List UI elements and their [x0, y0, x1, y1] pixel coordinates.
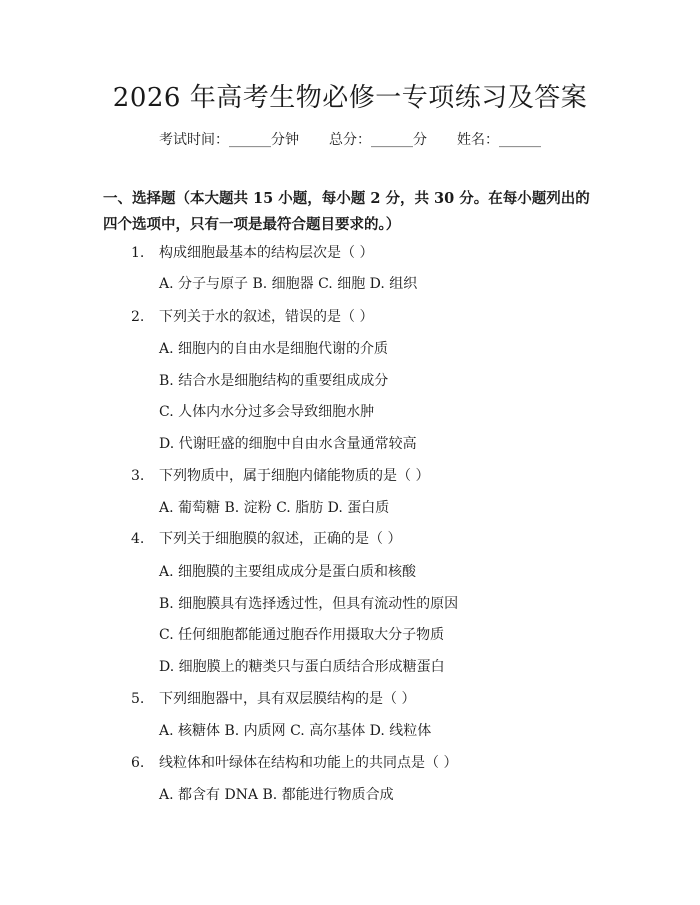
question-3-options: A. 葡萄糖 B. 淀粉 C. 脂肪 D. 蛋白质: [159, 500, 390, 516]
question-2: [131, 306, 373, 328]
question-6: [131, 752, 457, 774]
question-4-option-b: B. 细胞膜具有选择透过性，但具有流动性的原因: [159, 596, 459, 612]
question-4-option-a: A. 细胞膜的主要组成成分是蛋白质和核酸: [159, 564, 417, 580]
question-4-option-d: D. 细胞膜上的糖类只与蛋白质结合形成糖蛋白: [159, 659, 445, 675]
question-number: 6.: [131, 755, 145, 771]
question-stem: 下列关于水的叙述，错误的是（ ）: [159, 309, 374, 325]
question-number: 1.: [131, 245, 145, 261]
question-stem: 构成细胞最基本的结构层次是（ ）: [159, 245, 374, 261]
question-2-option-d: D. 代谢旺盛的细胞中自由水含量通常较高: [159, 436, 417, 452]
question-5-options: A. 核糖体 B. 内质网 C. 高尔基体 D. 线粒体: [159, 723, 432, 739]
exam-time-field: 考试时间：______分钟: [159, 132, 299, 148]
question-number: 5.: [131, 691, 145, 707]
section-heading: 一、选择题（本大题共 15 小题，每小题 2 分，共 30 分。在每小题列出的四个选项中，只有一项是最符合题目要求的。）: [103, 190, 590, 233]
page-title: 2026 年高考生物必修一专项练习及答案: [112, 83, 588, 113]
question-3: [131, 465, 429, 487]
question-stem: 下列细胞器中，具有双层膜结构的是（ ）: [159, 691, 416, 707]
question-2-option-c: C. 人体内水分过多会导致细胞水肿: [159, 404, 375, 420]
question-number: 2.: [131, 309, 145, 325]
question-number: 3.: [131, 468, 145, 484]
student-name-field: 姓名：______: [457, 132, 541, 148]
question-stem: 线粒体和叶绿体在结构和功能上的共同点是（ ）: [159, 755, 458, 771]
question-1: [131, 242, 373, 264]
question-number: 4.: [131, 531, 145, 547]
question-2-option-a: A. 细胞内的自由水是细胞代谢的介质: [159, 341, 389, 357]
question-4: [131, 528, 401, 550]
question-6-options: A. 都含有 DNA B. 都能进行物质合成: [159, 787, 394, 803]
total-score-field: 总分：______分: [329, 132, 427, 148]
question-2-option-b: B. 结合水是细胞结构的重要组成成分: [159, 373, 389, 389]
question-1-options: A. 分子与原子 B. 细胞器 C. 细胞 D. 组织: [159, 276, 418, 292]
question-4-option-c: C. 任何细胞都能通过胞吞作用摄取大分子物质: [159, 627, 445, 643]
question-stem: 下列物质中，属于细胞内储能物质的是（ ）: [159, 468, 430, 484]
question-5: [131, 688, 415, 710]
question-stem: 下列关于细胞膜的叙述，正确的是（ ）: [159, 531, 402, 547]
exam-info-line: [0, 129, 700, 151]
